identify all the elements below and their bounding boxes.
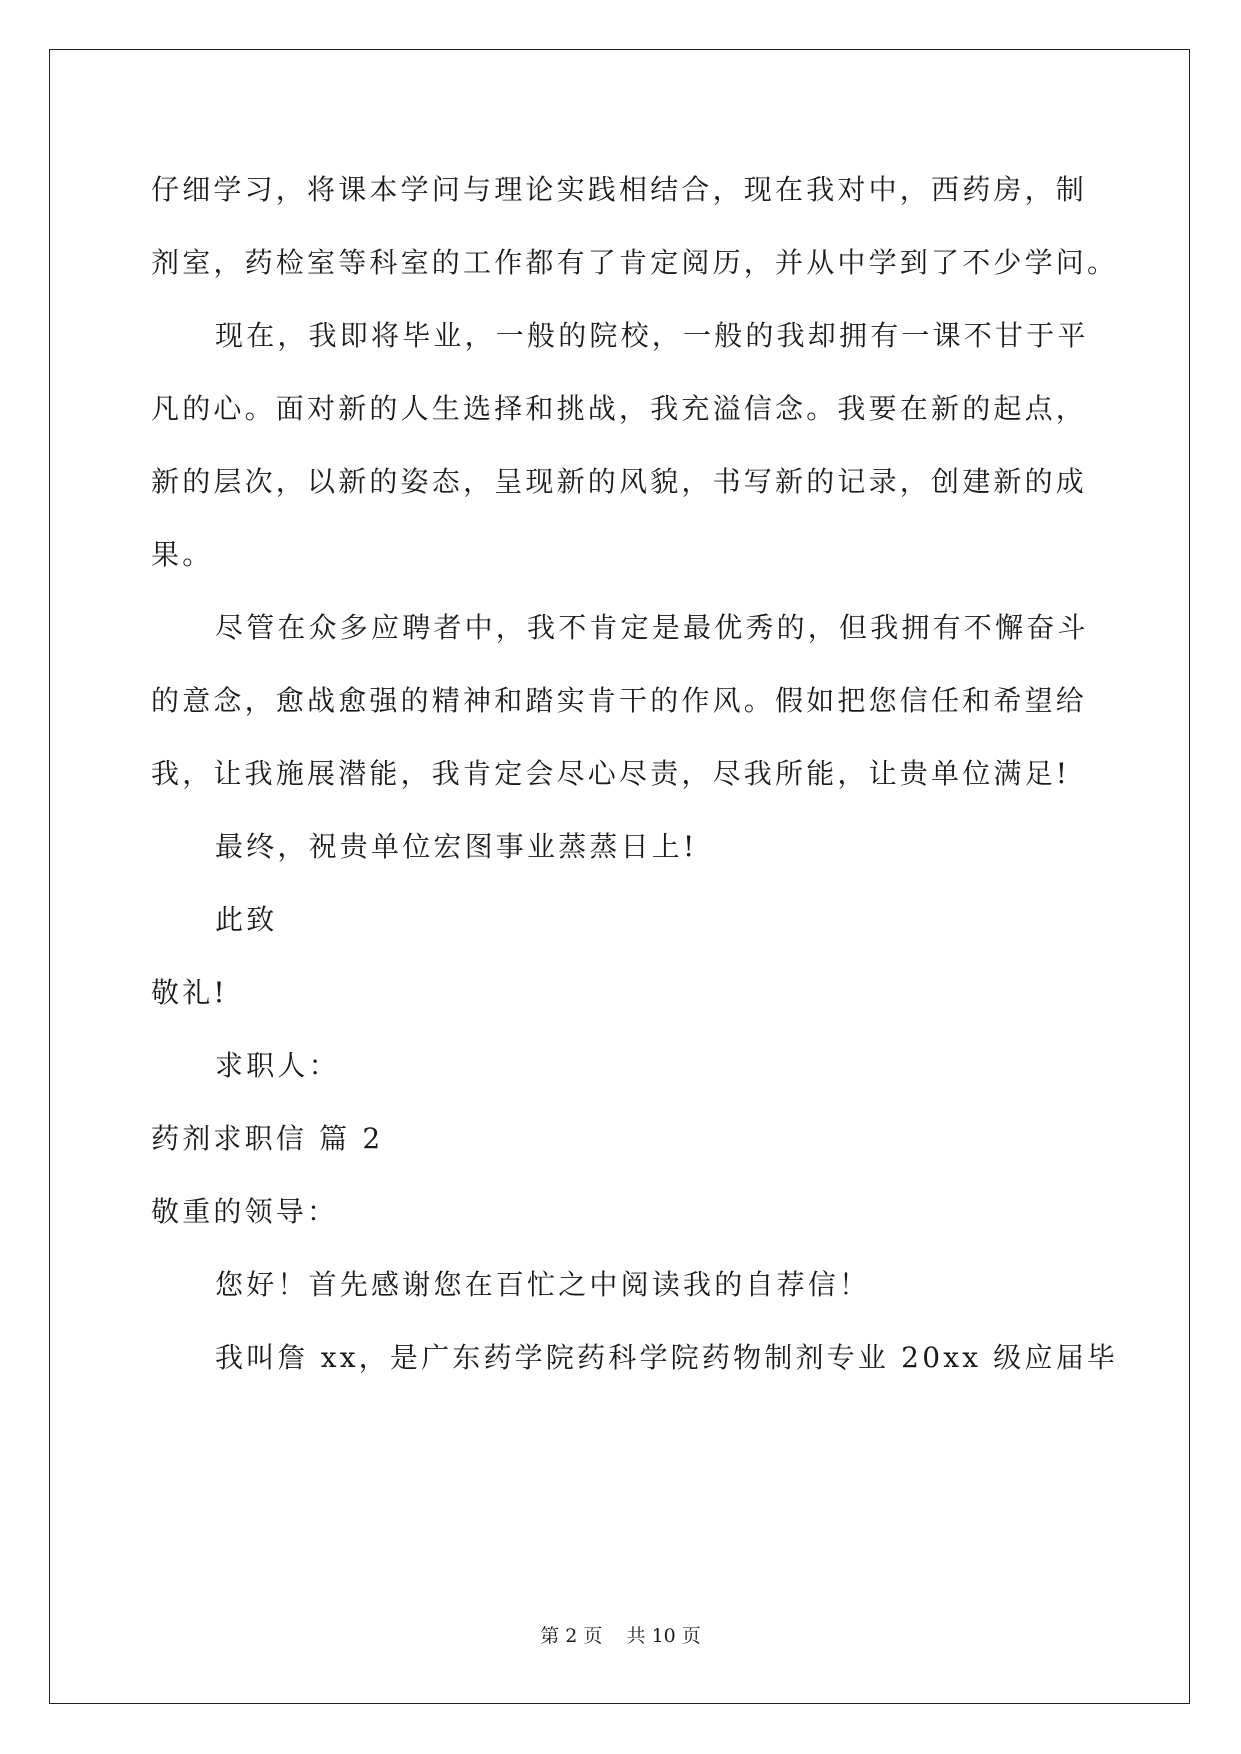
text-line-4: 凡的心。面对新的人生选择和挑战，我充溢信念。我要在新的起点， [151, 392, 1088, 425]
text-line-10: 最终，祝贵单位宏图事业蒸蒸日上! [215, 830, 698, 863]
text-line-2: 剂室，药检室等科室的工作都有了肯定阅历，并从中学到了不少学问。 [151, 246, 1119, 279]
text-line-11: 此致 [215, 903, 278, 936]
page-border [49, 49, 1190, 1704]
salutation: 敬重的领导： [151, 1195, 339, 1228]
text-line-16: 您好！首先感谢您在百忙之中阅读我的自荐信！ [215, 1268, 871, 1301]
text-line-7: 尽管在众多应聘者中，我不肯定是最优秀的，但我拥有不懈奋斗 [215, 611, 1089, 644]
text-line-8: 的意念，愈战愈强的精神和踏实肯干的作风。假如把您信任和希望给 [151, 684, 1088, 717]
text-line-3: 现在，我即将毕业，一般的院校，一般的我却拥有一课不甘于平 [215, 319, 1089, 352]
text-line-5: 新的层次，以新的姿态，呈现新的风貌，书写新的记录，创建新的成 [151, 465, 1088, 498]
text-line-1: 仔细学习，将课本学问与理论实践相结合，现在我对中，西药房，制 [151, 173, 1088, 206]
text-line-12: 敬礼! [151, 976, 228, 1009]
text-line-9: 我，让我施展潜能，我肯定会尽心尽责，尽我所能，让贵单位满足! [151, 757, 1071, 790]
section-heading: 药剂求职信 篇 2 [151, 1122, 384, 1155]
text-line-17: 我叫詹 xx，是广东药学院药科学院药物制剂专业 20xx 级应届毕 [215, 1341, 1119, 1374]
text-line-13: 求职人： [215, 1049, 340, 1082]
page-indicator: 第 2 页 共 10 页 [540, 1625, 701, 1647]
text-line-6: 果。 [151, 538, 214, 571]
